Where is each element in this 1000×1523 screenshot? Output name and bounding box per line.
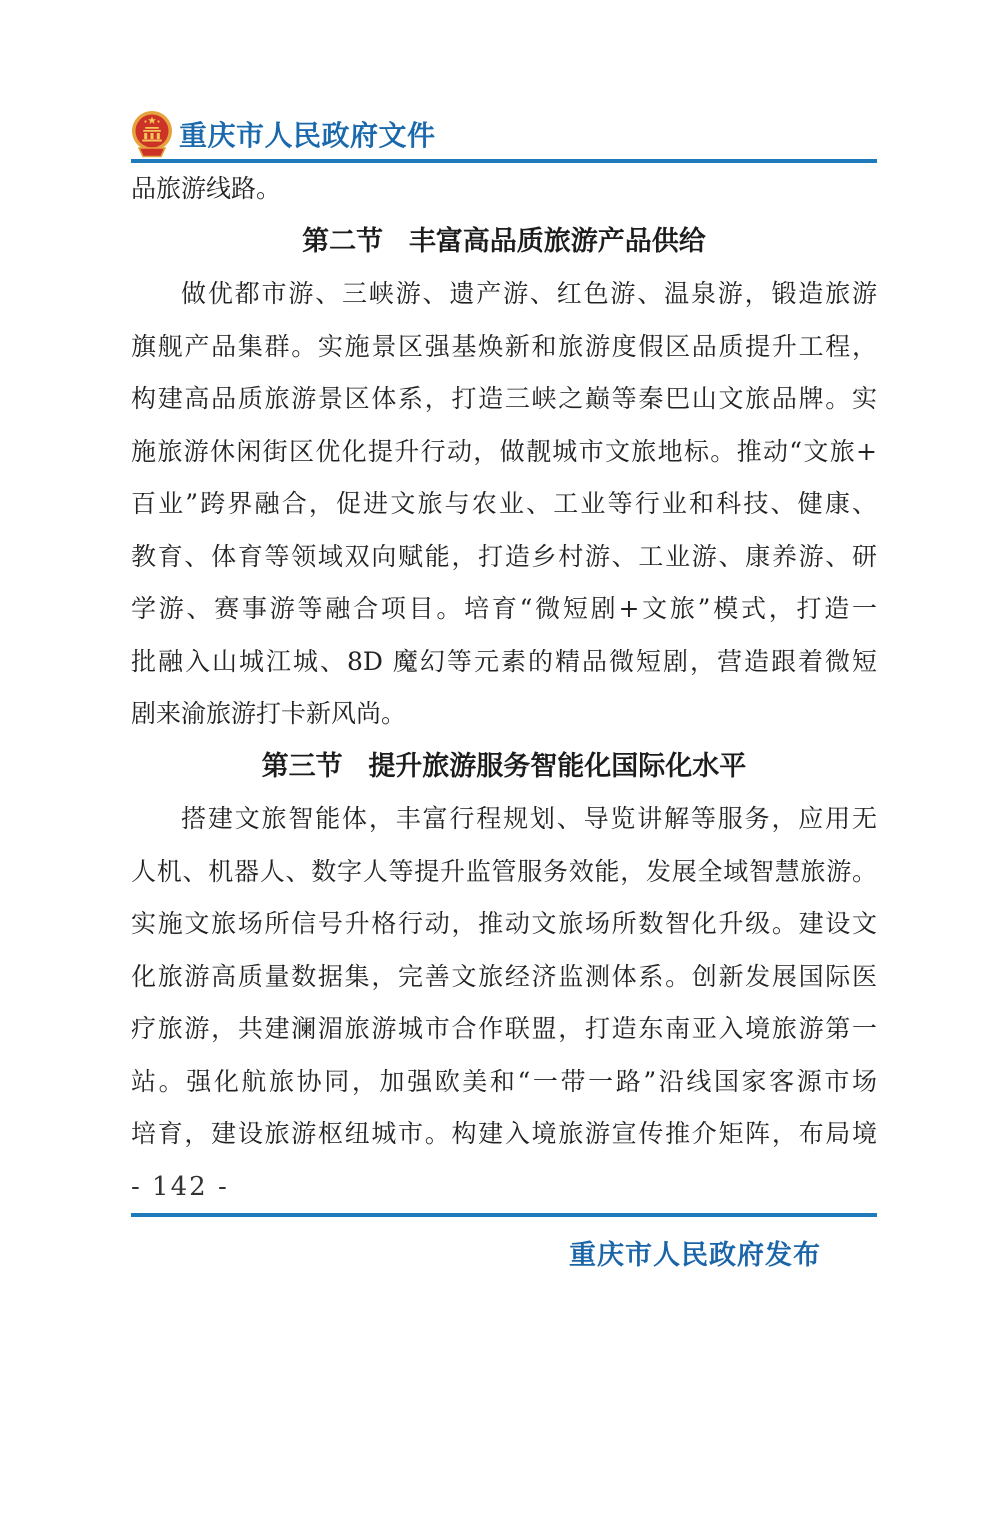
section-2-title: 丰富高品质旅游产品供给 bbox=[408, 225, 706, 257]
body-line: 百业”跨界融合，促进文旅与农业、工业等行业和科技、健康、 bbox=[131, 489, 877, 518]
body-line: 批融入山城江城、8D 魔幻等元素的精品微短剧，营造跟着微短 bbox=[131, 646, 877, 676]
body-line: 施旅游休闲街区优化提升行动，做靓城市文旅地标。推动“文旅+ bbox=[131, 436, 877, 466]
section-3-title: 提升旅游服务智能化国际化水平 bbox=[368, 750, 747, 782]
section-2-heading bbox=[131, 216, 877, 269]
section-3-heading bbox=[131, 741, 877, 794]
body-line: 搭建文旅智能体，丰富行程规划、导览讲解等服务，应用无 bbox=[181, 804, 877, 833]
national-emblem-icon bbox=[131, 110, 173, 158]
body-line: 教育、体育等领域双向赋能，打造乡村游、工业游、康养游、研 bbox=[131, 541, 877, 571]
document-body bbox=[131, 163, 877, 1161]
document-header-title: 重庆市人民政府文件 bbox=[179, 120, 436, 151]
document-header bbox=[131, 110, 877, 163]
body-line: 做优都市游、三峡游、遗产游、红色游、温泉游，锻造旅游 bbox=[181, 279, 877, 308]
document-footer bbox=[131, 1173, 877, 1272]
body-line: 站。强化航旅协同，加强欧美和“一带一路”沿线国家客源市场 bbox=[131, 1066, 877, 1096]
body-line: 实施文旅场所信号升格行动，推动文旅场所数智化升级。建设文 bbox=[131, 909, 877, 938]
header-row bbox=[131, 110, 877, 158]
body-line: 培育，建设旅游枢纽城市。构建入境旅游宣传推介矩阵，布局境 bbox=[131, 1119, 877, 1148]
body-line: 化旅游高质量数据集，完善文旅经济监测体系。创新发展国际医 bbox=[131, 961, 877, 991]
footer-rule bbox=[131, 1213, 877, 1217]
body-line: 旗舰产品集群。实施景区强基焕新和旅游度假区品质提升工程， bbox=[131, 331, 877, 361]
body-line: 构建高品质旅游景区体系，打造三峡之巅等秦巴山文旅品牌。实 bbox=[131, 384, 877, 413]
document-page bbox=[0, 110, 1000, 1523]
page-number: - 142 - bbox=[131, 1171, 229, 1202]
body-line: 人机、机器人、数字人等提升监管服务效能，发展全域智慧旅游。 bbox=[131, 856, 877, 886]
body-line-continuation: 品旅游线路。 bbox=[131, 174, 282, 203]
body-line: 剧来渝旅游打卡新风尚。 bbox=[131, 699, 407, 728]
body-line: 疗旅游，共建澜湄旅游城市合作联盟，打造东南亚入境旅游第一 bbox=[131, 1014, 877, 1043]
section-3-number: 第三节 bbox=[261, 750, 343, 782]
body-line: 学游、赛事游等融合项目。培育“微短剧+文旅”模式，打造一 bbox=[131, 594, 877, 623]
section-2-number: 第二节 bbox=[302, 225, 384, 257]
publisher-label: 重庆市人民政府发布 bbox=[569, 1239, 821, 1270]
